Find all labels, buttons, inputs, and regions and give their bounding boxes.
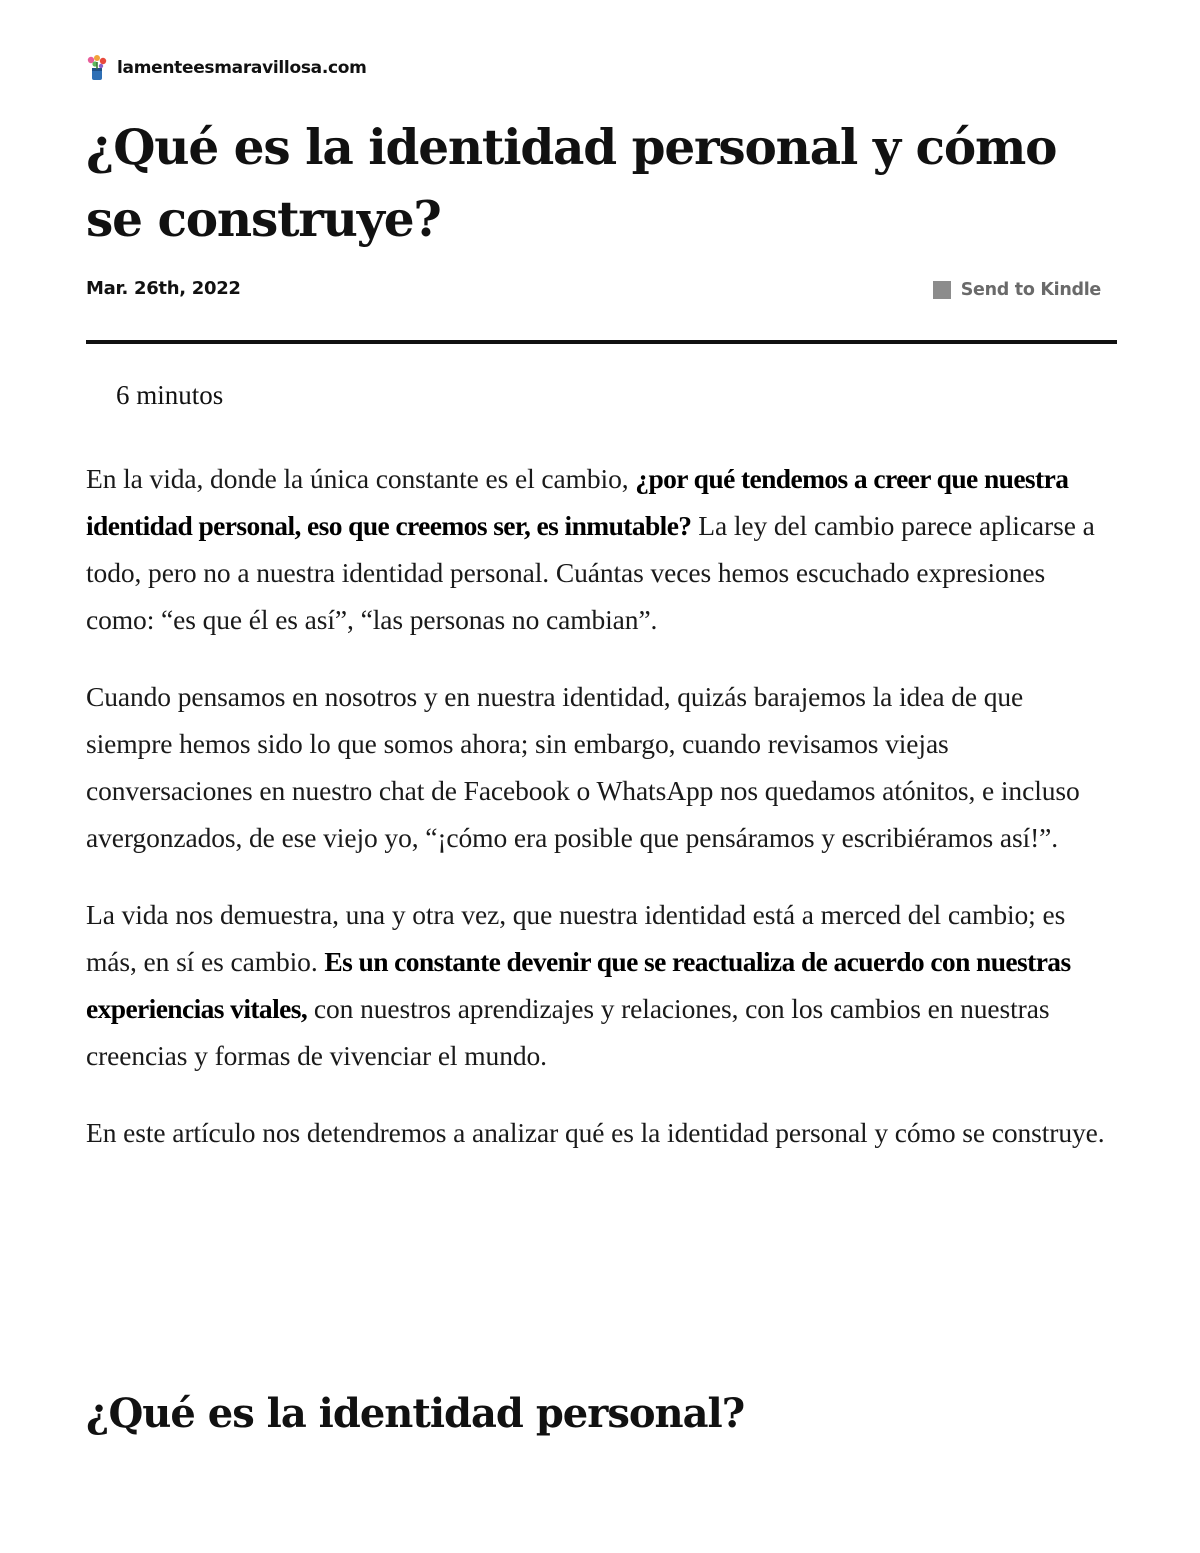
paragraph-1-text: En la vida, donde la única constante es el cambio,: [86, 463, 636, 494]
paragraph-4: [86, 1109, 1116, 1156]
send-to-kindle-label: Send to Kindle: [960, 280, 1101, 300]
paragraph-3-text: La vida nos demuestra, una y otra vez, que nuestra identidad está a merced del cambio; es más, en sí es cambio.: [86, 899, 1066, 977]
article-title: ¿Qué es la identidad personal y cómo se construye?: [86, 119, 1057, 248]
site-logo-svg: [86, 54, 108, 82]
paragraph-3: [86, 891, 1116, 1079]
publish-date: Mar. 26th, 2022: [86, 278, 241, 299]
article-body: [86, 455, 1116, 1186]
paragraph-1-text-end: La ley del cambio parece aplicarse a todo, pero no a nuestra identidad personal. Cuántas veces hemos escuchado expresiones como: “es que él es así”, “las personas no cambian”.: [86, 510, 1095, 635]
paragraph-2: [86, 673, 1116, 861]
paragraph-4-text: En este artículo nos detendremos a analizar qué es la identidad personal y cómo se construye.: [86, 1117, 1105, 1148]
site-name-link[interactable]: lamenteesmaravillosa.com: [117, 58, 367, 78]
kindle-square-icon: [933, 281, 951, 299]
paragraph-1-bold: ¿por qué tendemos a creer que nuestra identidad personal, eso que creemos ser, es inmutable?: [86, 463, 1069, 541]
paragraph-2-text: Cuando pensamos en nosotros y en nuestra identidad, quizás barajemos la idea de que siempre hemos sido lo que somos ahora; sin embargo, cuando revisamos viejas conversaciones en nuestro chat de Facebook o WhatsApp nos quedamos atónitos, e incluso avergonzados, de ese viejo yo, “¡cómo era posible que pensáramos y escribiéramos así!”.: [86, 681, 1080, 853]
send-to-kindle-button[interactable]: [933, 280, 1101, 300]
paragraph-3-text-end: con nuestros aprendizajes y relaciones, con los cambios en nuestras creencias y formas de vivenciar el mundo.: [86, 993, 1050, 1071]
brain-plant-logo-icon: [86, 54, 117, 82]
paragraph-3-bold: Es un constante devenir que se reactualiza de acuerdo con nuestras experiencias vitales,: [86, 946, 1071, 1024]
header-divider: [86, 340, 1117, 344]
article-meta: [86, 278, 1101, 308]
section-heading: ¿Qué es la identidad personal?: [86, 1390, 745, 1437]
site-header: [86, 54, 367, 82]
paragraph-1: [86, 455, 1116, 643]
reading-time: 6 minutos: [116, 380, 224, 410]
